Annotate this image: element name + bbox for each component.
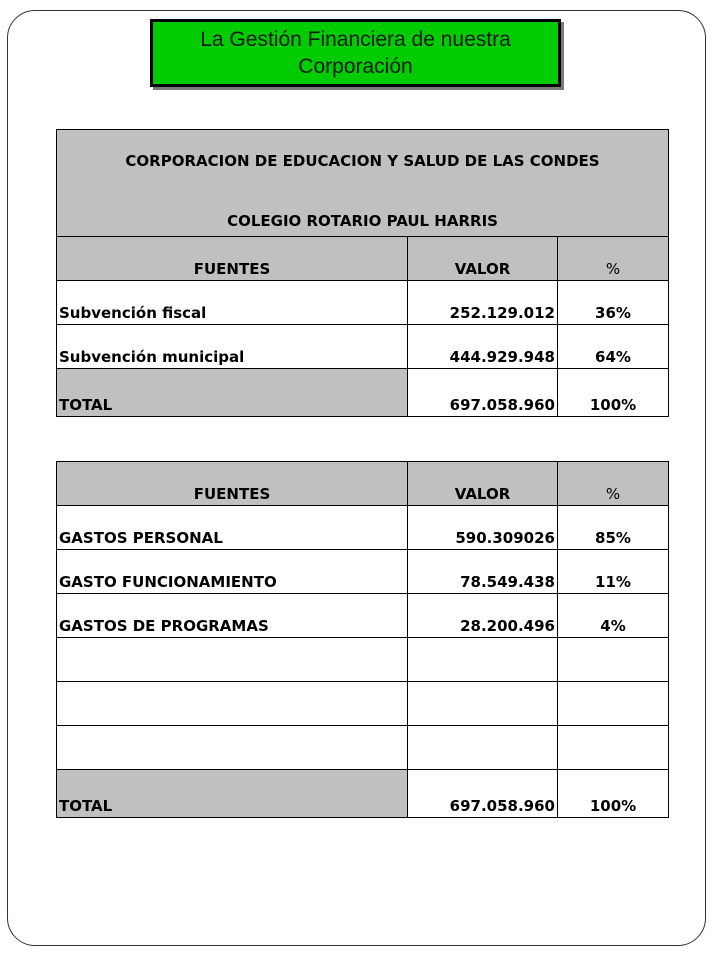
percent-cell: 4% [558,594,669,638]
total-valor: 697.058.960 [408,770,558,818]
table-row [57,506,669,550]
total-valor: 697.058.960 [408,369,558,417]
total-percent: 100% [558,770,669,818]
empty-cell [408,726,558,770]
percent-cell: 85% [558,506,669,550]
column-header-fuentes: FUENTES [57,237,408,281]
expenses-table [56,461,669,818]
empty-cell [408,682,558,726]
fuente-cell: Subvención fiscal [57,281,408,325]
fuente-cell: GASTO FUNCIONAMIENTO [57,550,408,594]
table-row [57,594,669,638]
total-row [57,770,669,818]
income-table-heading-cell [57,130,669,237]
empty-cell [57,726,408,770]
table-row [57,550,669,594]
empty-cell [558,726,669,770]
valor-cell: 78.549.438 [408,550,558,594]
column-header-valor: VALOR [408,237,558,281]
school-heading: COLEGIO ROTARIO PAUL HARRIS [227,212,498,230]
column-header-percent: % [558,462,669,506]
percent-cell: 36% [558,281,669,325]
empty-row [57,682,669,726]
valor-cell: 444.929.948 [408,325,558,369]
empty-cell [57,638,408,682]
total-label: TOTAL [57,770,408,818]
column-header-fuentes: FUENTES [57,462,408,506]
column-header-percent: % [558,237,669,281]
percent-cell: 64% [558,325,669,369]
empty-row [57,726,669,770]
fuente-cell: Subvención municipal [57,325,408,369]
column-header-valor: VALOR [408,462,558,506]
total-label: TOTAL [57,369,408,417]
valor-cell: 590.309026 [408,506,558,550]
fuente-cell: GASTOS DE PROGRAMAS [57,594,408,638]
table-row [57,325,669,369]
page-title: La Gestión Financiera de nuestra Corporación [200,28,511,78]
empty-cell [558,638,669,682]
empty-cell [558,682,669,726]
empty-cell [408,638,558,682]
fuente-cell: GASTOS PERSONAL [57,506,408,550]
valor-cell: 252.129.012 [408,281,558,325]
valor-cell: 28.200.496 [408,594,558,638]
income-table [56,129,669,417]
empty-cell [57,682,408,726]
total-row [57,369,669,417]
empty-row [57,638,669,682]
percent-cell: 11% [558,550,669,594]
title-box [150,19,561,87]
corporation-heading: CORPORACION DE EDUCACION Y SALUD DE LAS CONDES [125,152,600,170]
total-percent: 100% [558,369,669,417]
table-row [57,281,669,325]
